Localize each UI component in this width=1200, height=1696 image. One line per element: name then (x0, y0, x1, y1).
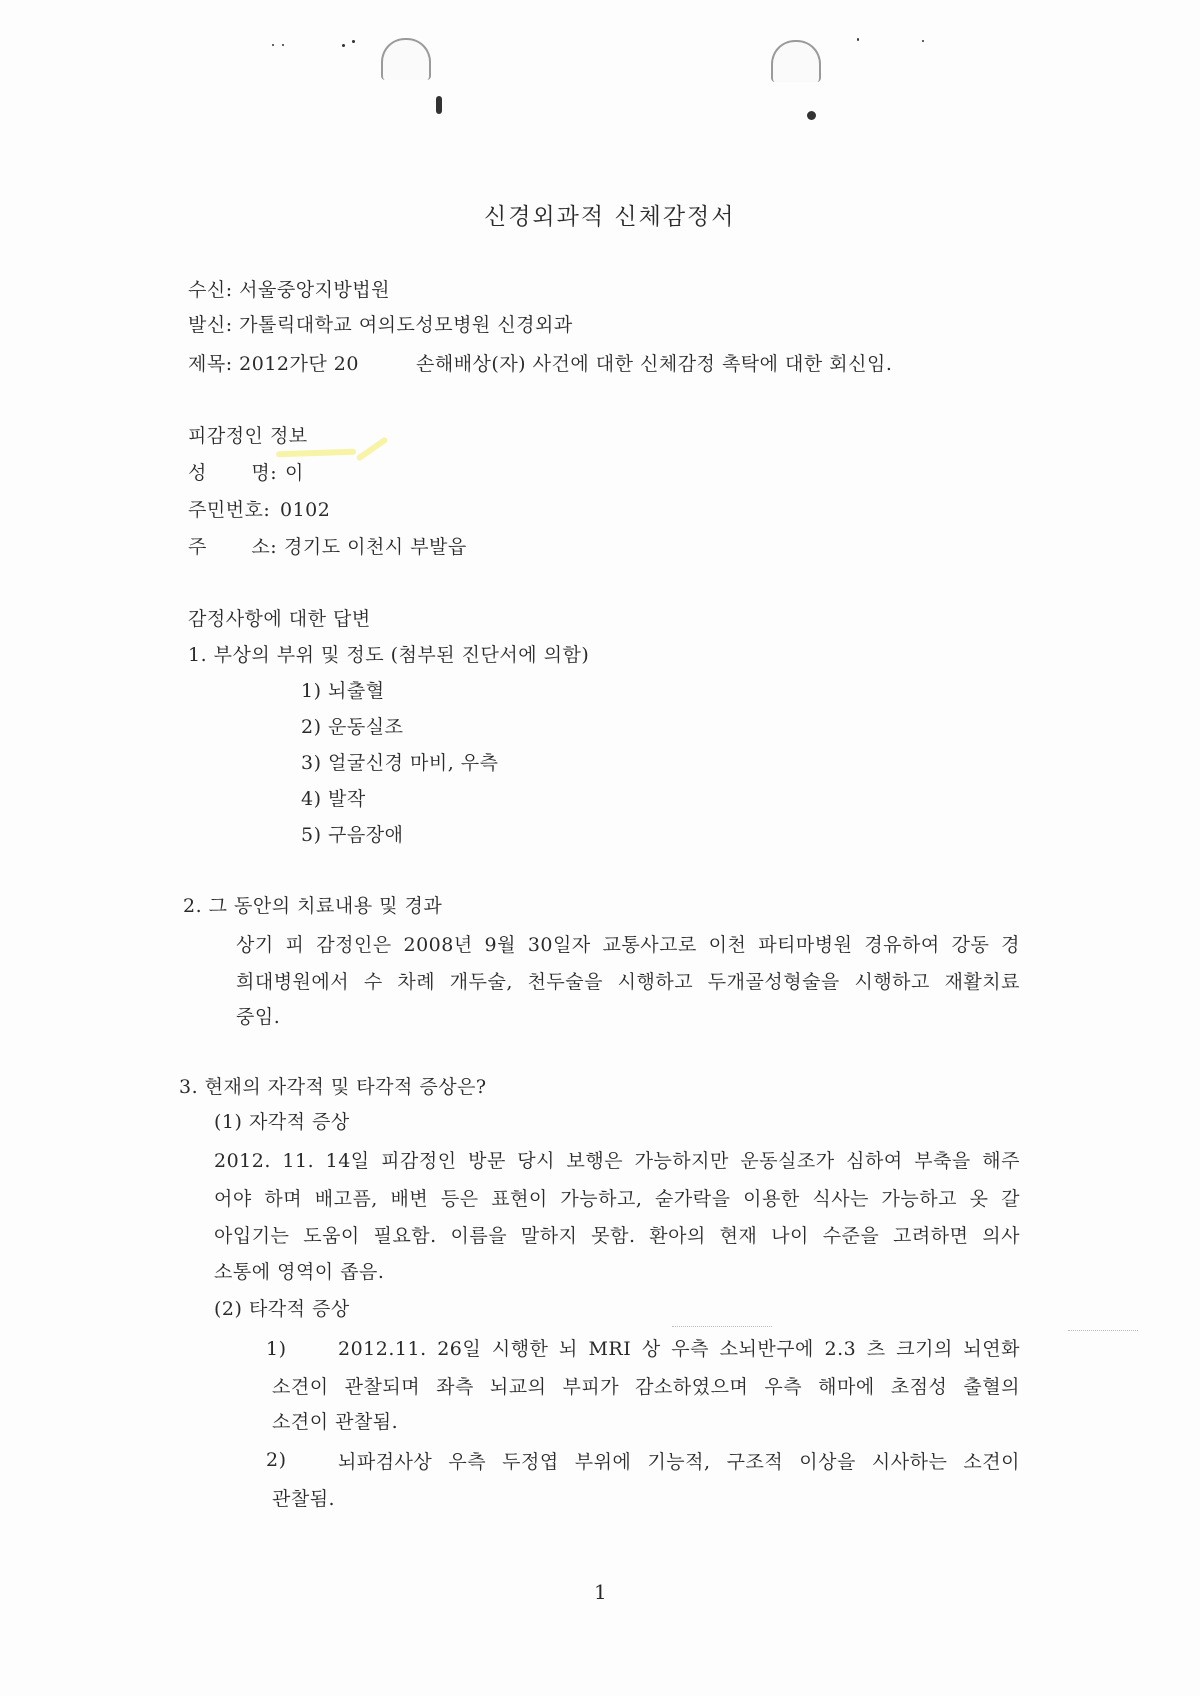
scan-speck (352, 40, 355, 43)
q3-objective-line: 관찰됨. (272, 1488, 336, 1510)
sender-line: 발신: 가톨릭대학교 여의도성모병원 신경외과 (188, 314, 573, 336)
q2-title: 2. 그 동안의 치료내용 및 경과 (183, 895, 443, 917)
id-label: 주민번호: (188, 499, 271, 521)
q3-subjective-title: (1) 자각적 증상 (214, 1111, 350, 1133)
scan-speck (807, 111, 816, 120)
answers-heading: 감정사항에 대한 답변 (188, 608, 371, 630)
q1-title: 1. 부상의 부위 및 정도 (첨부된 진단서에 의함) (188, 644, 590, 666)
q1-item: 4) 발작 (301, 788, 366, 810)
q3-objective-line: 뇌파검사상 우측 두정엽 부위에 기능적, 구조적 이상을 시사하는 소견이 (338, 1451, 1020, 1473)
scan-speck (272, 44, 274, 46)
scan-speck (922, 40, 924, 42)
highlighter-mark (276, 449, 356, 458)
subject-info-heading: 피감정인 정보 (188, 425, 308, 447)
highlighter-mark (356, 436, 389, 462)
name-label: 성 명: (188, 462, 278, 484)
page-number: 1 (594, 1580, 607, 1604)
punch-hole-right (771, 40, 821, 82)
id-value: 0102 (280, 499, 331, 521)
address-label: 주 소: (188, 536, 278, 558)
q3-subjective-line: 2012. 11. 14일 피감정인 방문 당시 보행은 가능하지만 운동실조가 심하여 부축을 해주 (214, 1150, 1020, 1172)
q1-item: 3) 얼굴신경 마비, 우측 (301, 752, 499, 774)
scan-speck (342, 44, 345, 47)
document-title: 신경외과적 신체감정서 (484, 204, 736, 230)
q3-subjective-line: 아입기는 도움이 필요함. 이름을 말하지 못함. 환아의 현재 나이 수준을 고려하면 의사 (214, 1225, 1020, 1247)
subject-rest: 손해배상(자) 사건에 대한 신체감정 촉탁에 대한 회신임. (416, 353, 893, 375)
q3-subjective-line: 어야 하며 배고픔, 배변 등은 표현이 가능하고, 숟가락을 이용한 식사는 가능하고 옷 갈 (214, 1188, 1020, 1210)
scan-dotted-artifact (1068, 1330, 1138, 1331)
q3-objective-line: 소견이 관찰되며 좌측 뇌교의 부피가 감소하였으며 우측 해마에 초점성 출혈의 (272, 1376, 1020, 1398)
q3-objective-num: 2) (266, 1449, 287, 1471)
scan-speck (857, 38, 859, 41)
address-value: 경기도 이천시 부발읍 (284, 536, 467, 558)
q2-line: 중임. (236, 1006, 281, 1028)
recipient-line: 수신: 서울중앙지방법원 (188, 279, 390, 301)
q1-item: 5) 구음장애 (301, 824, 404, 846)
q3-objective-line: 2012.11. 26일 시행한 뇌 MRI 상 우측 소뇌반구에 2.3 츠 크기의 뇌연화 (338, 1338, 1020, 1360)
q2-line: 상기 피 감정인은 2008년 9월 30일자 교통사고로 이천 파티마병원 경유하여 강동 경 (236, 934, 1020, 956)
scan-dotted-artifact (672, 1326, 772, 1327)
q3-objective-num: 1) (266, 1338, 287, 1360)
q1-item: 1) 뇌출혈 (301, 680, 385, 702)
punch-hole-left (381, 38, 431, 80)
q3-subjective-line: 소통에 영역이 좁음. (214, 1261, 385, 1283)
name-value: 이 (285, 462, 304, 484)
q3-objective-line: 소견이 관찰됨. (272, 1411, 399, 1433)
q2-line: 희대병원에서 수 차례 개두술, 천두술을 시행하고 두개골성형술을 시행하고 재활치료 (236, 971, 1020, 993)
q1-item: 2) 운동실조 (301, 716, 404, 738)
scan-speck (436, 96, 442, 114)
scan-speck (282, 44, 284, 46)
q3-objective-title: (2) 타각적 증상 (214, 1298, 350, 1320)
subject-prefix: 제목: 2012가단 20 (188, 353, 359, 375)
q3-title: 3. 현재의 자각적 및 타각적 증상은? (179, 1076, 487, 1098)
